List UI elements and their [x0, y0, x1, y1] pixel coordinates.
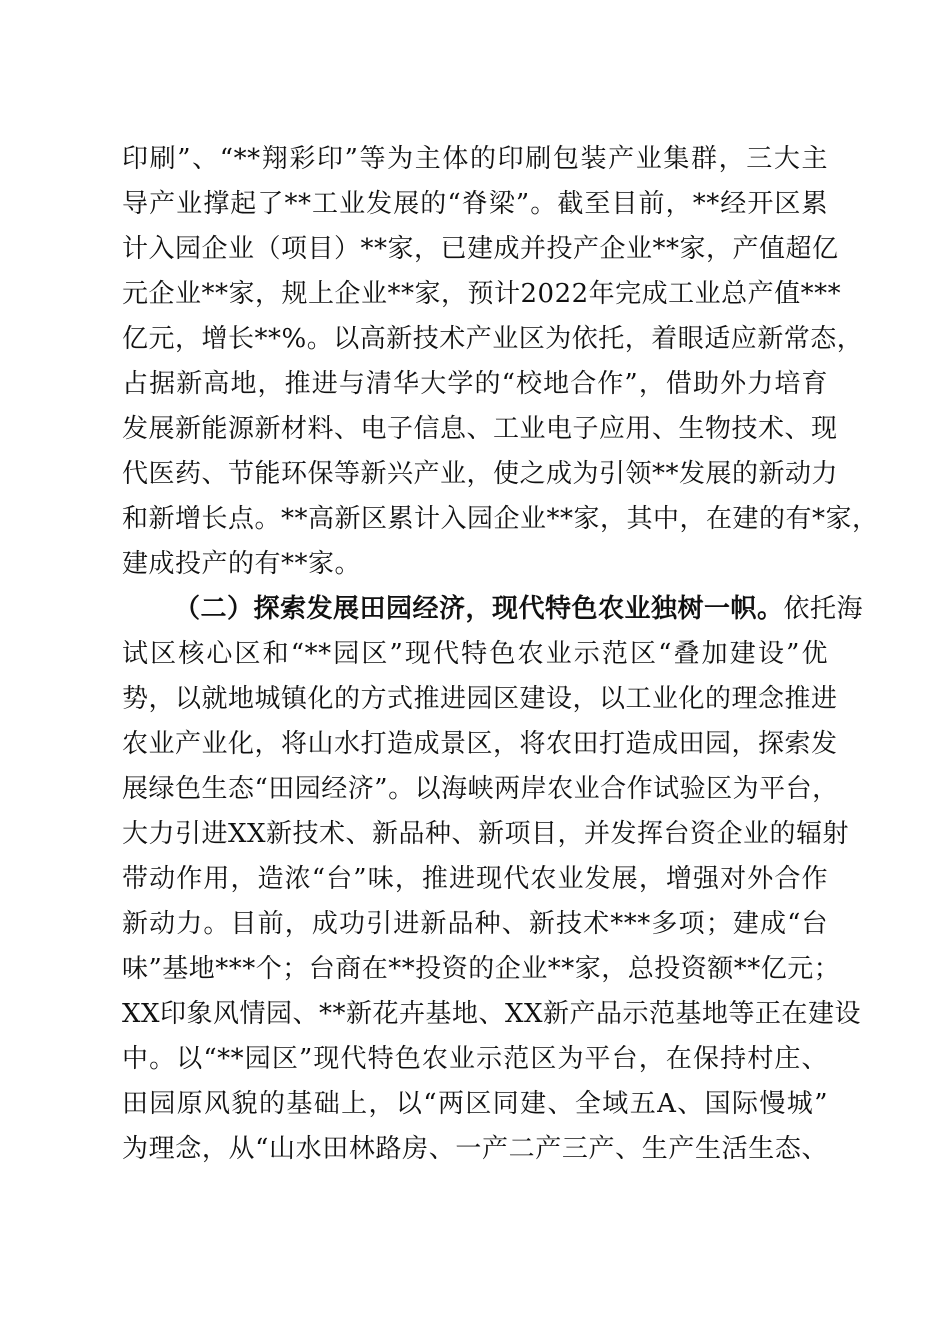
paragraph-1-line: 占据新高地，推进与清华大学的“校地合作”，借助外力培育 [122, 369, 828, 399]
section-heading: （二）探索发展田园经济，现代特色农业独树一帜。 [174, 594, 784, 624]
paragraph-1-line: 元企业**家，规上企业**家，预计2022年完成工业总产值*** [122, 279, 842, 309]
paragraph-2-line: 中。以“**园区”现代特色农业示范区为平台，在保持村庄、 [122, 1044, 828, 1074]
paragraph-1-line: 印刷”、“**翔彩印”等为主体的印刷包装产业集群，三大主 [122, 144, 828, 174]
section-heading-continuation: 依托海 [783, 594, 864, 624]
paragraph-1-line: 建成投产的有**家。 [122, 549, 362, 579]
paragraph-1-line: 和新增长点。**高新区累计入园企业**家，其中，在建的有*家， [122, 504, 879, 534]
paragraph-2-line: 势，以就地城镇化的方式推进园区建设，以工业化的理念推进 [122, 684, 838, 714]
paragraph-2-line: 带动作用，造浓“台”味，推进现代农业发展，增强对外合作 [122, 864, 828, 894]
paragraph-2-line: 田园原风貌的基础上，以“两区同建、全域五A、国际慢城” [122, 1089, 828, 1119]
paragraph-2-line: 新动力。目前，成功引进新品种、新技术***多项；建成“台 [122, 909, 828, 939]
paragraph-1-line: 导产业撑起了**工业发展的“脊梁”。截至目前，**经开区累 [122, 189, 828, 219]
paragraph-2-line: 为理念，从“山水田林路房、一产二产三产、生产生活生态、 [122, 1134, 828, 1164]
paragraph-2-line: 展绿色生态“田园经济”。以海峡两岸农业合作试验区为平台， [122, 774, 839, 804]
paragraph-2-line: 农业产业化，将山水打造成景区，将农田打造成田园，探索发 [122, 729, 838, 759]
paragraph-2-line: 味”基地***个；台商在**投资的企业**家，总投资额**亿元； [122, 954, 841, 984]
paragraph-2-line: 试区核心区和“**园区”现代特色农业示范区“叠加建设”优 [122, 639, 828, 669]
paragraph-1-line: 亿元，增长**%。以高新技术产业区为依托，着眼适应新常态， [122, 324, 864, 354]
paragraph-2-line: 大力引进XX新技术、新品种、新项目，并发挥台资企业的辐射 [122, 819, 850, 849]
paragraph-1-line: 计入园企业（项目）**家，已建成并投产企业**家，产值超亿 [122, 234, 839, 264]
paragraph-1-line: 发展新能源新材料、电子信息、工业电子应用、生物技术、现 [122, 414, 838, 444]
paragraph-2-first-line [174, 587, 864, 632]
paragraph-1-line: 代医药、节能环保等新兴产业，使之成为引领**发展的新动力 [122, 459, 839, 489]
paragraph-2-line: XX印象风情园、**新花卉基地、XX新产品示范基地等正在建设 [122, 999, 862, 1029]
